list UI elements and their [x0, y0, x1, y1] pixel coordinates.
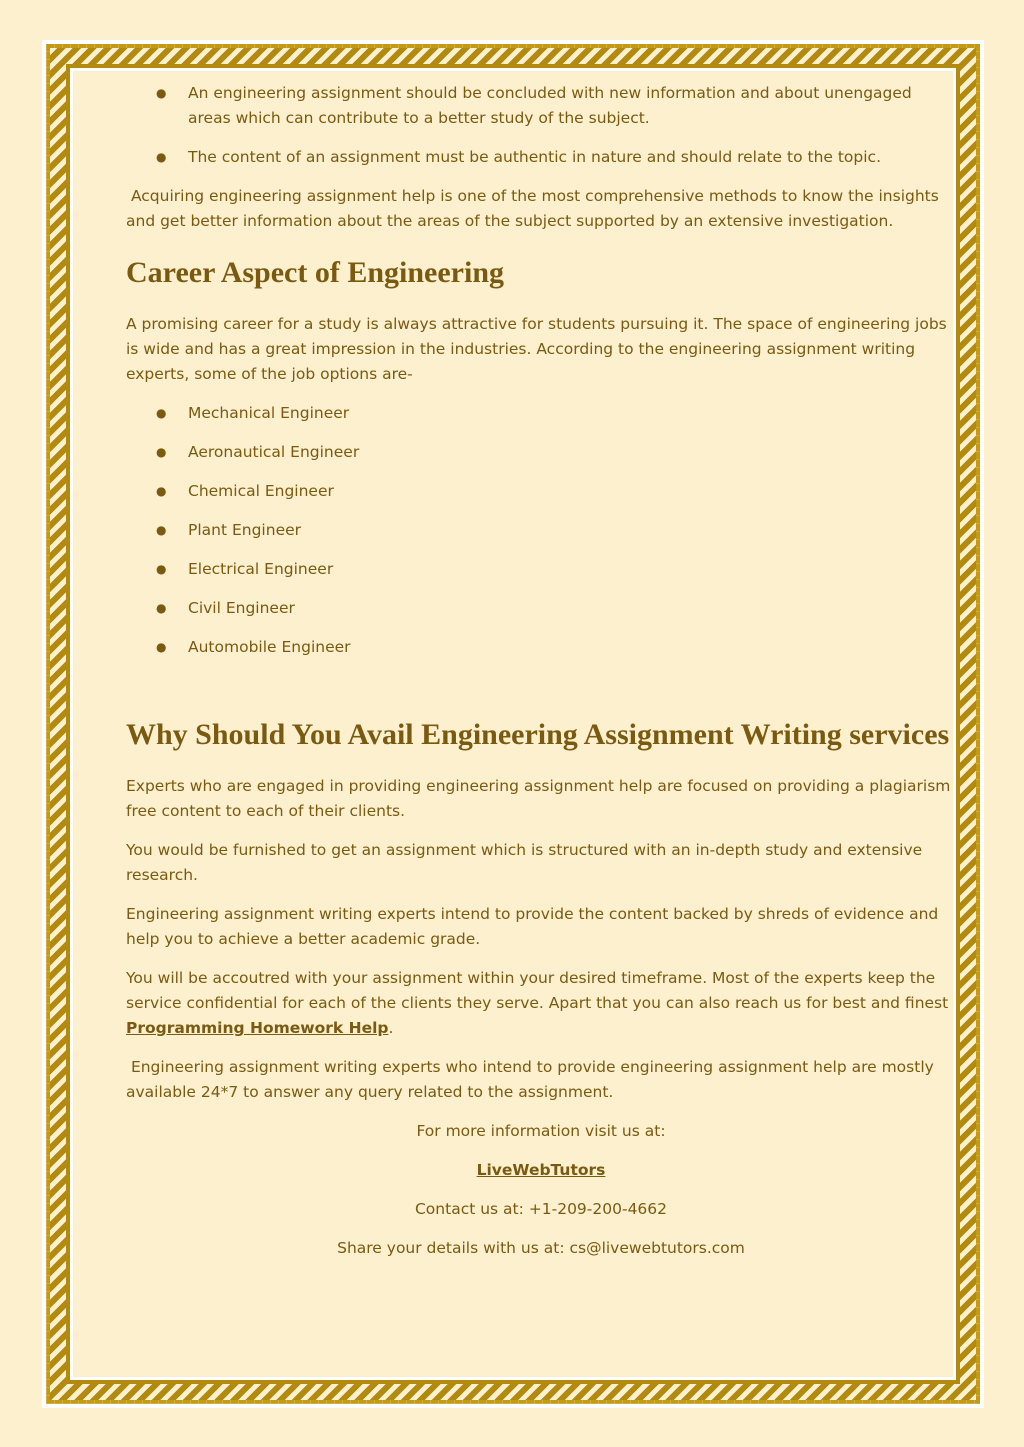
footer-visit-text: For more information visit us at: — [416, 1122, 666, 1140]
list-item-text: Chemical Engineer — [188, 482, 334, 500]
why-paragraph-2: You would be furnished to get an assignment which is structured with an in-depth study and extensive research. — [126, 841, 923, 884]
bullet-icon: ● — [156, 601, 167, 615]
career-paragraph: A promising career for a study is always attractive for students pursuing it. The space of engineering jobs is wide and has a great impression in the industries. According to the engineering assignment writing experts, some of the job options are- — [126, 315, 947, 383]
document-page — [70, 68, 956, 1380]
list-item-text: Civil Engineer — [188, 599, 295, 617]
job-list — [126, 401, 956, 660]
list-item-text: Plant Engineer — [188, 521, 302, 539]
list-item-text: The content of an assignment must be authentic in nature and should relate to the topic. — [188, 148, 882, 166]
list-item — [126, 145, 956, 170]
list-item — [126, 518, 956, 543]
document-content — [126, 77, 956, 1275]
career-heading: Career Aspect of Engineering — [126, 256, 505, 289]
bullet-icon: ● — [156, 406, 167, 420]
list-item — [126, 635, 956, 660]
why-paragraph-3: Engineering assignment writing experts intend to provide the content backed by shreds of evidence and help you to achieve a better academic grade. — [126, 905, 939, 948]
footer-share: Share your details with us at: cs@livewebtutors.com — [337, 1239, 745, 1257]
bullet-icon: ● — [156, 445, 167, 459]
footer-contact: Contact us at: +1-209-200-4662 — [414, 1200, 668, 1218]
why-paragraph-4 — [126, 966, 956, 1041]
why-paragraph-4-text: You will be accoutred with your assignment within your desired timeframe. Most of the experts keep the service confidential for each of the clients they serve. Apart that you can also reach us for best and finest — [126, 969, 949, 1012]
bullet-icon: ● — [156, 523, 167, 537]
list-item-text: Aeronautical Engineer — [188, 443, 360, 461]
list-item-text: An engineering assignment should be concluded with new information and about unengaged areas which can contribute to a better study of the subject. — [188, 84, 912, 127]
why-paragraph-1: Experts who are engaged in providing engineering assignment help are focused on providing a plagiarism free content to each of their clients. — [126, 777, 951, 820]
list-item — [126, 401, 956, 426]
list-item — [126, 557, 956, 582]
list-item — [126, 440, 956, 465]
list-item — [126, 479, 956, 504]
list-item — [126, 81, 956, 131]
footer-link-row — [126, 1158, 956, 1183]
why-paragraph-4-end: . — [388, 1019, 394, 1037]
programming-homework-help-link[interactable]: Programming Homework Help — [126, 1019, 389, 1037]
bullet-icon: ● — [156, 640, 167, 654]
livewebtutors-link[interactable]: LiveWebTutors — [476, 1161, 606, 1179]
list-item — [126, 596, 956, 621]
bullet-icon: ● — [156, 86, 167, 100]
bullet-icon: ● — [156, 484, 167, 498]
list-item-text: Mechanical Engineer — [188, 404, 350, 422]
list-item-text: Automobile Engineer — [188, 638, 351, 656]
bullet-icon: ● — [156, 562, 167, 576]
intro-paragraph: Acquiring engineering assignment help is one of the most comprehensive methods to know the insights and get better information about the areas of the subject supported by an extensive investigation. — [126, 187, 944, 230]
intro-bullet-list — [126, 81, 956, 170]
bullet-icon: ● — [156, 150, 167, 164]
why-heading: Why Should You Avail Engineering Assignment Writing services — [126, 718, 950, 751]
list-item-text: Electrical Engineer — [188, 560, 334, 578]
why-paragraph-5: Engineering assignment writing experts who intend to provide engineering assignment help are mostly available 24*7 to answer any query related to the assignment. — [126, 1058, 939, 1101]
